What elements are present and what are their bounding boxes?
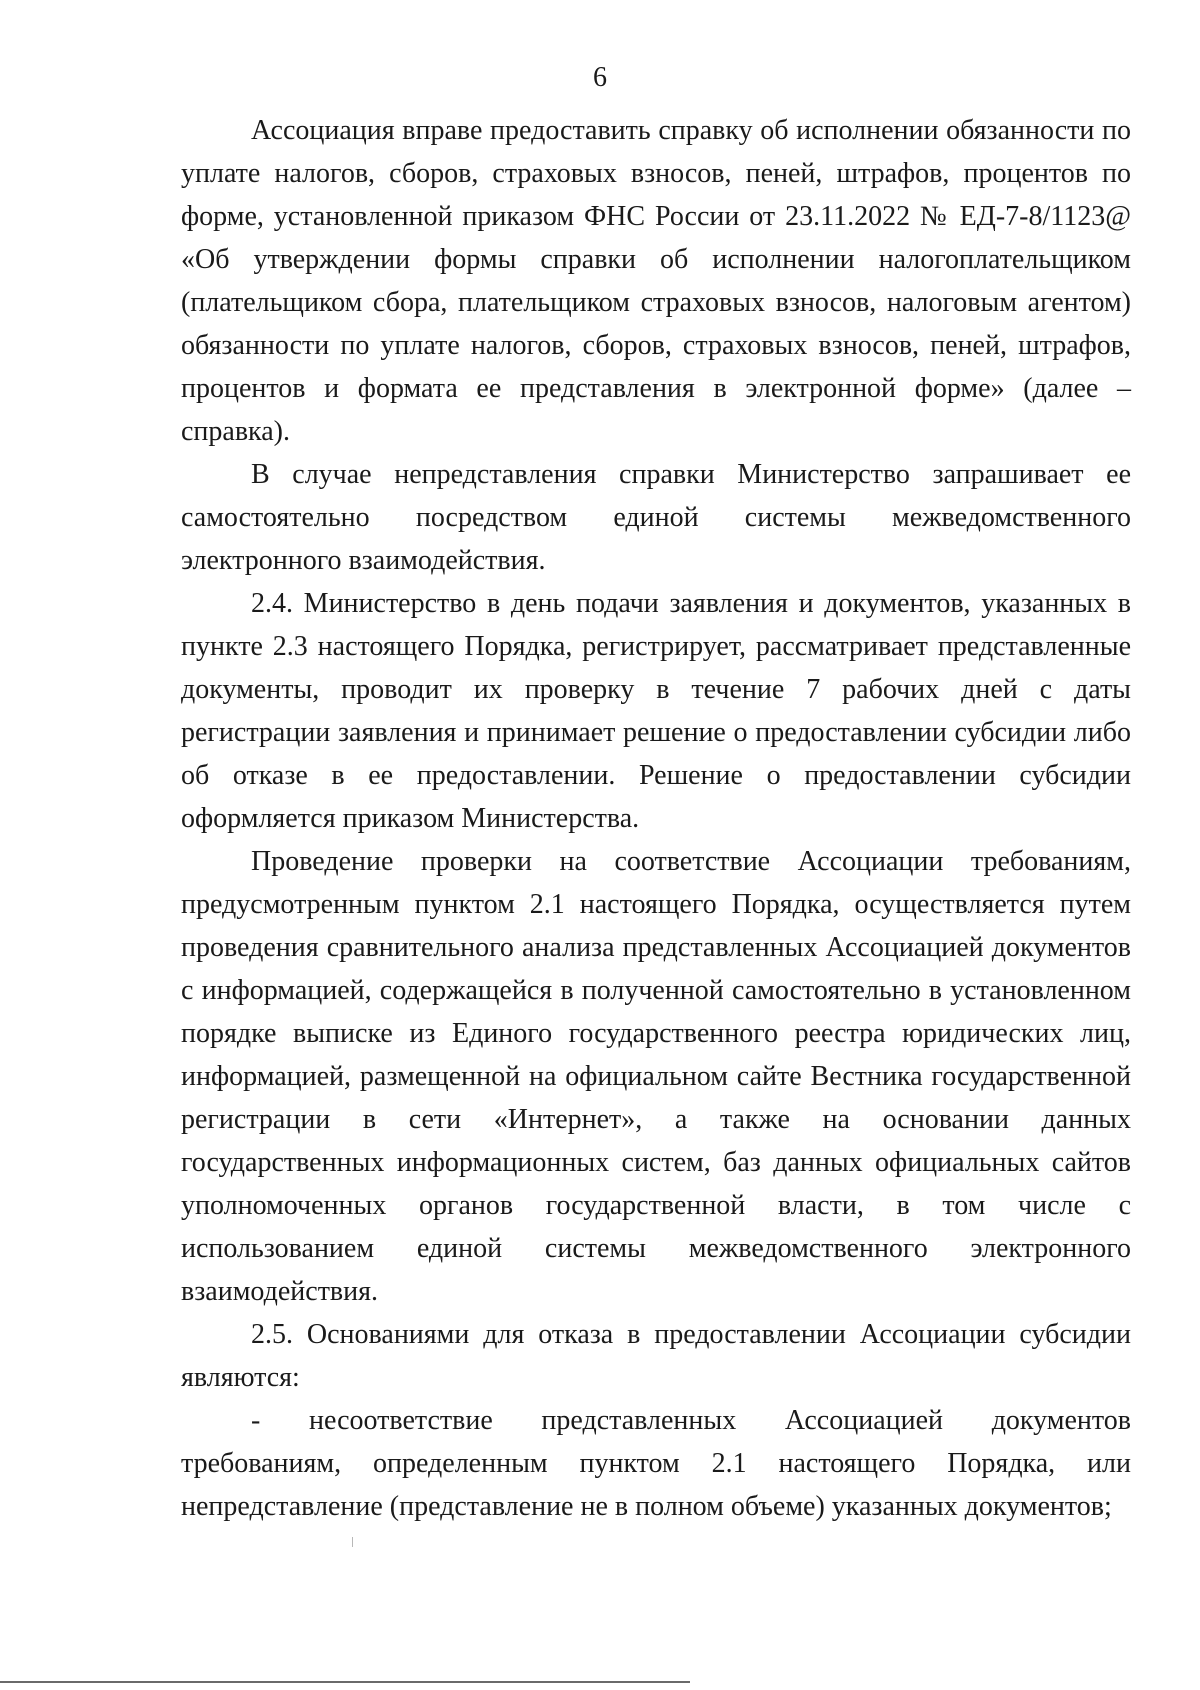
document-body: [181, 109, 1131, 1528]
page-number: 6: [593, 62, 607, 93]
paragraph-verification: Проведение проверки на соответствие Ассоциации требованиям, предусмотренным пунктом 2.1 настоящего Порядка, осуществляется путем проведения сравнительного анализа представленных Ассоциацией документов с информацией, содержащейся в полученной самостоятельно в установленном порядке выписке из Единого государственного реестра юридических лиц, информацией, размещенной на официальном сайте Вестника государственной регистрации в сети «Интернет», а также на основании данных государственных информационных систем, баз данных официальных сайтов уполномоченных органов государственной власти, в том числе с использованием единой системы межведомственного электронного взаимодействия.: [181, 846, 1131, 1307]
paragraph-refusal-reason: - несоответствие представленных Ассоциацией документов требованиям, определенным пунктом 2.1 настоящего Порядка, или непредставление (представление не в полном объеме) указанных документов;: [181, 1405, 1131, 1522]
paragraph-2-4: 2.4. Министерство в день подачи заявления и документов, указанных в пункте 2.3 настоящего Порядка, регистрирует, рассматривает представленные документы, проводит их проверку в течение 7 рабочих дней с даты регистрации заявления и принимает решение о предоставлении субсидии либо об отказе в ее предоставлении. Решение о предоставлении субсидии оформляется приказом Министерства.: [181, 588, 1131, 834]
paragraph-2-5: 2.5. Основаниями для отказа в предоставлении Ассоциации субсидии являются:: [181, 1319, 1131, 1393]
scan-edge-line: [0, 1681, 690, 1683]
paragraph-certificate: Ассоциация вправе предоставить справку об исполнении обязанности по уплате налогов, сборов, страховых взносов, пеней, штрафов, процентов по форме, установленной приказом ФНС России от 23.11.2022 № ЕД-7-8/1123@ «Об утверждении формы справки об исполнении налогоплательщиком (плательщиком сбора, плательщиком страховых взносов, налоговым агентом) обязанности по уплате налогов, сборов, страховых взносов, пеней, штрафов, процентов и формата ее представления в электронной форме» (далее – справка).: [181, 115, 1131, 447]
scan-speck: [352, 1537, 353, 1547]
paragraph-ministry-request: В случае непредставления справки Министерство запрашивает ее самостоятельно посредством единой системы межведомственного электронного взаимодействия.: [181, 459, 1131, 576]
